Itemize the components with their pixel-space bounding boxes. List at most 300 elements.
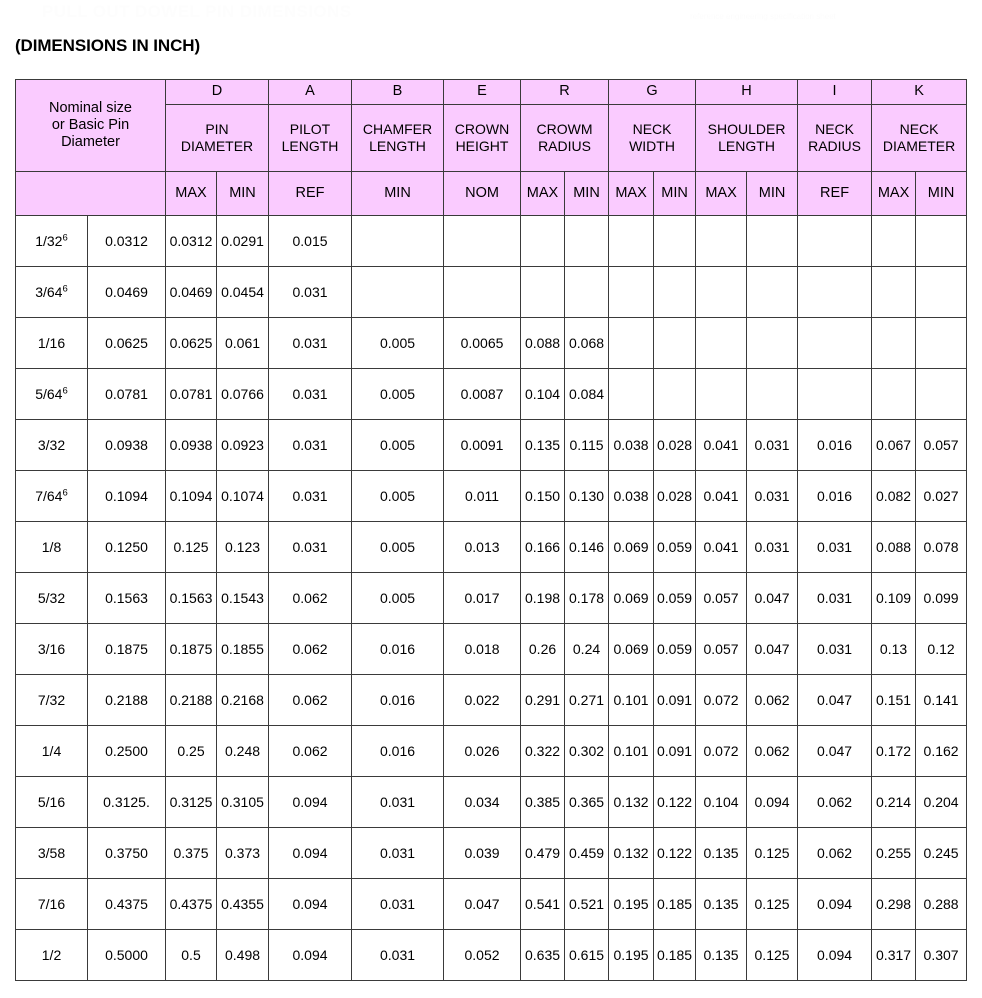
cell-h-max: 0.072 [696, 675, 747, 726]
cell-a-ref: 0.031 [269, 369, 352, 420]
table-row [16, 471, 967, 522]
cell-k-max: 0.298 [872, 879, 916, 930]
cell-g-max: 0.069 [609, 624, 654, 675]
cell-a-ref: 0.094 [269, 777, 352, 828]
table-row [16, 726, 967, 777]
cell-r-min: 0.24 [565, 624, 609, 675]
cell-b-min [352, 216, 444, 267]
cell-g-min: 0.091 [654, 675, 696, 726]
cell-e-nom: 0.0091 [444, 420, 521, 471]
cell-g-min: 0.185 [654, 879, 696, 930]
cell-k-max: 0.13 [872, 624, 916, 675]
header-nominal-line2: or Basic Pin [51, 116, 130, 133]
cell-e-nom: 0.011 [444, 471, 521, 522]
cell-h-max: 0.135 [696, 930, 747, 981]
header-qualifier-0: MAX [166, 172, 217, 216]
cell-g-max: 0.195 [609, 930, 654, 981]
artifact-ghost-subtext: reference engineering specification sheet [690, 12, 836, 21]
top-scan-artifact [0, 0, 982, 28]
cell-g-min: 0.028 [654, 420, 696, 471]
header-name-r [521, 105, 609, 172]
header-qualifier-5: MAX [521, 172, 565, 216]
header-name-line2: LENGTH [718, 138, 775, 154]
cell-basic-diameter: 0.0625 [88, 318, 166, 369]
cell-k-min [916, 369, 967, 420]
cell-k-min: 0.078 [916, 522, 967, 573]
cell-g-max [609, 267, 654, 318]
cell-nominal-size: 3/32 [16, 420, 88, 471]
cell-r-min: 0.302 [565, 726, 609, 777]
cell-e-nom [444, 216, 521, 267]
cell-d-min: 0.0923 [217, 420, 269, 471]
cell-d-min: 0.4355 [217, 879, 269, 930]
cell-d-max: 0.375 [166, 828, 217, 879]
cell-g-max: 0.038 [609, 471, 654, 522]
cell-i-ref [798, 318, 872, 369]
cell-d-max: 0.0781 [166, 369, 217, 420]
cell-k-min: 0.288 [916, 879, 967, 930]
cell-d-max: 0.0938 [166, 420, 217, 471]
cell-basic-diameter: 0.2188 [88, 675, 166, 726]
cell-basic-diameter: 0.1563 [88, 573, 166, 624]
cell-nominal-size: 7/64$^6$ [16, 471, 88, 522]
header-qualifier-13: MIN [916, 172, 967, 216]
cell-e-nom: 0.017 [444, 573, 521, 624]
cell-e-nom: 0.022 [444, 675, 521, 726]
cell-e-nom: 0.013 [444, 522, 521, 573]
cell-r-min [565, 267, 609, 318]
cell-h-max: 0.041 [696, 522, 747, 573]
cell-h-max [696, 318, 747, 369]
cell-d-min: 0.373 [217, 828, 269, 879]
cell-r-min: 0.146 [565, 522, 609, 573]
cell-b-min: 0.016 [352, 675, 444, 726]
cell-d-min: 0.498 [217, 930, 269, 981]
header-letter-a: A [269, 80, 352, 105]
cell-r-max [521, 216, 565, 267]
cell-k-max: 0.082 [872, 471, 916, 522]
cell-a-ref: 0.031 [269, 420, 352, 471]
header-name-line1: CHAMFER [362, 121, 433, 138]
cell-g-max: 0.101 [609, 726, 654, 777]
cell-b-min: 0.005 [352, 471, 444, 522]
cell-d-max: 0.0469 [166, 267, 217, 318]
cell-i-ref: 0.016 [798, 471, 872, 522]
cell-nominal-size: 3/64$^6$ [16, 267, 88, 318]
cell-k-max: 0.317 [872, 930, 916, 981]
header-name-line1: CROWN [454, 121, 510, 138]
cell-h-min: 0.125 [747, 930, 798, 981]
cell-r-min [565, 216, 609, 267]
cell-g-min: 0.059 [654, 522, 696, 573]
header-letter-i: I [798, 80, 872, 105]
cell-k-max: 0.255 [872, 828, 916, 879]
cell-k-max [872, 369, 916, 420]
cell-h-min: 0.031 [747, 471, 798, 522]
cell-a-ref: 0.094 [269, 879, 352, 930]
cell-i-ref: 0.094 [798, 930, 872, 981]
cell-a-ref: 0.062 [269, 624, 352, 675]
cell-a-ref: 0.062 [269, 573, 352, 624]
cell-r-min: 0.365 [565, 777, 609, 828]
cell-h-min [747, 267, 798, 318]
header-qualifier-12: MAX [872, 172, 916, 216]
cell-g-min: 0.059 [654, 624, 696, 675]
cell-g-min [654, 216, 696, 267]
header-name-line2: DIAMETER [180, 138, 254, 154]
cell-basic-diameter: 0.2500 [88, 726, 166, 777]
cell-i-ref: 0.062 [798, 828, 872, 879]
header-qualifier-2: REF [269, 172, 352, 216]
cell-k-max: 0.172 [872, 726, 916, 777]
cell-nominal-size: 3/16 [16, 624, 88, 675]
cell-d-max: 0.1094 [166, 471, 217, 522]
cell-r-max: 0.635 [521, 930, 565, 981]
cell-a-ref: 0.031 [269, 318, 352, 369]
cell-k-max: 0.088 [872, 522, 916, 573]
cell-d-max: 0.1875 [166, 624, 217, 675]
cell-h-min: 0.062 [747, 675, 798, 726]
cell-k-min [916, 267, 967, 318]
table-row [16, 522, 967, 573]
cell-e-nom: 0.018 [444, 624, 521, 675]
cell-d-min: 0.248 [217, 726, 269, 777]
cell-d-min: 0.1074 [217, 471, 269, 522]
cell-h-min: 0.094 [747, 777, 798, 828]
cell-r-max: 0.26 [521, 624, 565, 675]
cell-d-min: 0.0766 [217, 369, 269, 420]
cell-h-max: 0.041 [696, 420, 747, 471]
cell-r-min: 0.615 [565, 930, 609, 981]
cell-k-max: 0.067 [872, 420, 916, 471]
cell-g-min: 0.185 [654, 930, 696, 981]
header-qualifier-3: MIN [352, 172, 444, 216]
cell-r-max: 0.166 [521, 522, 565, 573]
cell-h-max: 0.041 [696, 471, 747, 522]
cell-k-max: 0.109 [872, 573, 916, 624]
cell-r-min: 0.459 [565, 828, 609, 879]
cell-k-min: 0.162 [916, 726, 967, 777]
cell-k-min: 0.141 [916, 675, 967, 726]
cell-i-ref: 0.031 [798, 522, 872, 573]
header-name-line1: SHOULDER [707, 121, 786, 138]
header-name-line2: RADIUS [808, 138, 861, 154]
cell-basic-diameter: 0.5000 [88, 930, 166, 981]
cell-r-min: 0.130 [565, 471, 609, 522]
cell-nominal-size: 1/8 [16, 522, 88, 573]
cell-h-min: 0.125 [747, 828, 798, 879]
cell-k-max [872, 216, 916, 267]
cell-k-min: 0.307 [916, 930, 967, 981]
cell-h-max: 0.072 [696, 726, 747, 777]
cell-i-ref: 0.047 [798, 726, 872, 777]
header-qualifier-blank [16, 172, 166, 216]
header-letter-e: E [444, 80, 521, 105]
cell-r-max: 0.541 [521, 879, 565, 930]
header-name-line1: NECK [815, 121, 854, 138]
header-name-line2: WIDTH [629, 138, 675, 154]
header-name-g [609, 105, 696, 172]
cell-g-min [654, 369, 696, 420]
cell-a-ref: 0.031 [269, 267, 352, 318]
cell-d-max: 0.2188 [166, 675, 217, 726]
footnote-marker: 6 [62, 487, 68, 499]
cell-nominal-size: 1/16 [16, 318, 88, 369]
cell-a-ref: 0.015 [269, 216, 352, 267]
table-row [16, 930, 967, 981]
cell-a-ref: 0.031 [269, 471, 352, 522]
header-letter-k: K [872, 80, 967, 105]
header-qualifier-7: MAX [609, 172, 654, 216]
cell-r-max: 0.479 [521, 828, 565, 879]
table-row [16, 267, 967, 318]
cell-g-min: 0.059 [654, 573, 696, 624]
cell-k-min [916, 318, 967, 369]
cell-g-max: 0.069 [609, 522, 654, 573]
table-row [16, 624, 967, 675]
header-letter-r: R [521, 80, 609, 105]
cell-b-min: 0.031 [352, 930, 444, 981]
cell-h-min [747, 216, 798, 267]
cell-b-min: 0.016 [352, 624, 444, 675]
header-qualifier-6: MIN [565, 172, 609, 216]
cell-k-min: 0.099 [916, 573, 967, 624]
cell-a-ref: 0.062 [269, 726, 352, 777]
cell-g-max: 0.069 [609, 573, 654, 624]
cell-r-max: 0.135 [521, 420, 565, 471]
cell-h-max [696, 216, 747, 267]
header-name-line1: CROWM [536, 121, 593, 138]
cell-h-min: 0.062 [747, 726, 798, 777]
cell-basic-diameter: 0.1250 [88, 522, 166, 573]
cell-g-max [609, 216, 654, 267]
cell-nominal-size: 5/32 [16, 573, 88, 624]
cell-g-max: 0.132 [609, 828, 654, 879]
cell-h-max: 0.135 [696, 879, 747, 930]
cell-basic-diameter: 0.1875 [88, 624, 166, 675]
cell-r-min: 0.068 [565, 318, 609, 369]
cell-k-min: 0.027 [916, 471, 967, 522]
cell-h-min: 0.125 [747, 879, 798, 930]
header-name-h [696, 105, 798, 172]
cell-nominal-size: 1/32$^6$ [16, 216, 88, 267]
cell-b-min: 0.005 [352, 318, 444, 369]
cell-e-nom: 0.052 [444, 930, 521, 981]
cell-g-max: 0.132 [609, 777, 654, 828]
cell-h-min: 0.031 [747, 420, 798, 471]
header-nominal-size [16, 80, 166, 172]
cell-h-min: 0.031 [747, 522, 798, 573]
cell-d-max: 0.3125 [166, 777, 217, 828]
header-name-d [166, 105, 269, 172]
cell-h-min [747, 318, 798, 369]
cell-k-min: 0.245 [916, 828, 967, 879]
cell-k-min: 0.12 [916, 624, 967, 675]
cell-d-min: 0.3105 [217, 777, 269, 828]
cell-basic-diameter: 0.0938 [88, 420, 166, 471]
cell-e-nom: 0.026 [444, 726, 521, 777]
cell-i-ref: 0.016 [798, 420, 872, 471]
cell-b-min: 0.005 [352, 522, 444, 573]
cell-b-min [352, 267, 444, 318]
header-letter-g: G [609, 80, 696, 105]
cell-k-max [872, 318, 916, 369]
cell-g-min: 0.122 [654, 777, 696, 828]
cell-a-ref: 0.094 [269, 828, 352, 879]
cell-b-min: 0.031 [352, 879, 444, 930]
cell-basic-diameter: 0.0469 [88, 267, 166, 318]
cell-nominal-size: 5/64$^6$ [16, 369, 88, 420]
cell-nominal-size: 3/58 [16, 828, 88, 879]
table-row [16, 420, 967, 471]
cell-h-max [696, 369, 747, 420]
cell-i-ref: 0.047 [798, 675, 872, 726]
cell-r-max: 0.385 [521, 777, 565, 828]
cell-b-min: 0.005 [352, 369, 444, 420]
cell-nominal-size: 1/4 [16, 726, 88, 777]
header-name-line1: PIN [205, 121, 229, 138]
cell-r-max: 0.198 [521, 573, 565, 624]
cell-d-max: 0.5 [166, 930, 217, 981]
cell-nominal-size: 1/2 [16, 930, 88, 981]
header-qualifier-8: MIN [654, 172, 696, 216]
table-row [16, 879, 967, 930]
cell-basic-diameter: 0.0312 [88, 216, 166, 267]
cell-h-min: 0.047 [747, 624, 798, 675]
header-letter-row [16, 80, 967, 105]
dowel-pin-dimensions-table [15, 79, 967, 981]
cell-k-max: 0.214 [872, 777, 916, 828]
cell-r-max: 0.291 [521, 675, 565, 726]
header-nominal-line3: Diameter [61, 134, 120, 151]
cell-d-min: 0.123 [217, 522, 269, 573]
cell-k-min [916, 216, 967, 267]
cell-d-min: 0.2168 [217, 675, 269, 726]
cell-e-nom: 0.0087 [444, 369, 521, 420]
table-row [16, 675, 967, 726]
cell-nominal-size: 7/16 [16, 879, 88, 930]
cell-h-max: 0.135 [696, 828, 747, 879]
table-row [16, 573, 967, 624]
cell-k-max: 0.151 [872, 675, 916, 726]
header-qualifier-1: MIN [217, 172, 269, 216]
header-letter-h: H [696, 80, 798, 105]
cell-r-min: 0.084 [565, 369, 609, 420]
cell-e-nom: 0.039 [444, 828, 521, 879]
cell-h-max: 0.057 [696, 573, 747, 624]
cell-r-max: 0.088 [521, 318, 565, 369]
cell-d-min: 0.1543 [217, 573, 269, 624]
header-name-a [269, 105, 352, 172]
header-qualifier-row [16, 172, 967, 216]
cell-h-max: 0.104 [696, 777, 747, 828]
cell-nominal-size: 5/16 [16, 777, 88, 828]
cell-a-ref: 0.031 [269, 522, 352, 573]
header-name-line2: HEIGHT [455, 138, 509, 154]
cell-b-min: 0.031 [352, 828, 444, 879]
cell-r-max: 0.104 [521, 369, 565, 420]
cell-r-min: 0.178 [565, 573, 609, 624]
cell-d-min: 0.1855 [217, 624, 269, 675]
cell-h-max: 0.057 [696, 624, 747, 675]
cell-i-ref: 0.031 [798, 624, 872, 675]
cell-d-max: 0.25 [166, 726, 217, 777]
cell-i-ref [798, 267, 872, 318]
header-qualifier-11: REF [798, 172, 872, 216]
cell-basic-diameter: 0.3125. [88, 777, 166, 828]
footnote-marker: 6 [62, 232, 68, 244]
cell-b-min: 0.031 [352, 777, 444, 828]
header-name-line2: LENGTH [281, 138, 339, 154]
cell-i-ref [798, 216, 872, 267]
cell-i-ref [798, 369, 872, 420]
header-letter-b: B [352, 80, 444, 105]
page-title: (DIMENSIONS IN INCH) [15, 36, 201, 55]
cell-basic-diameter: 0.1094 [88, 471, 166, 522]
header-name-b [352, 105, 444, 172]
cell-r-max: 0.322 [521, 726, 565, 777]
cell-b-min: 0.005 [352, 573, 444, 624]
cell-b-min: 0.005 [352, 420, 444, 471]
header-letter-d: D [166, 80, 269, 105]
header-qualifier-9: MAX [696, 172, 747, 216]
header-name-line2: DIAMETER [882, 138, 956, 154]
cell-i-ref: 0.062 [798, 777, 872, 828]
cell-d-max: 0.125 [166, 522, 217, 573]
header-name-e [444, 105, 521, 172]
cell-d-max: 0.1563 [166, 573, 217, 624]
header-qualifier-10: MIN [747, 172, 798, 216]
cell-e-nom: 0.034 [444, 777, 521, 828]
cell-g-min: 0.122 [654, 828, 696, 879]
cell-a-ref: 0.062 [269, 675, 352, 726]
header-name-line2: RADIUS [538, 138, 591, 154]
header-qualifier-4: NOM [444, 172, 521, 216]
cell-d-max: 0.0312 [166, 216, 217, 267]
table-row [16, 828, 967, 879]
header-nominal-line1: Nominal size [49, 99, 132, 116]
cell-e-nom: 0.0065 [444, 318, 521, 369]
cell-k-min: 0.057 [916, 420, 967, 471]
table-row [16, 777, 967, 828]
cell-r-max: 0.150 [521, 471, 565, 522]
footnote-marker: 6 [62, 385, 68, 397]
table-row [16, 318, 967, 369]
cell-basic-diameter: 0.3750 [88, 828, 166, 879]
cell-d-max: 0.0625 [166, 318, 217, 369]
footnote-marker: 6 [62, 283, 68, 295]
cell-d-max: 0.4375 [166, 879, 217, 930]
cell-basic-diameter: 0.4375 [88, 879, 166, 930]
header-name-line1: NECK [632, 121, 672, 138]
cell-k-max [872, 267, 916, 318]
cell-r-max [521, 267, 565, 318]
header-name-i [798, 105, 872, 172]
header-name-line1: NECK [899, 121, 939, 138]
cell-g-min [654, 267, 696, 318]
cell-nominal-size: 7/32 [16, 675, 88, 726]
artifact-ghost-text: PULL OUT DOWEL PIN DIMENSIONS [42, 2, 352, 21]
cell-a-ref: 0.094 [269, 930, 352, 981]
cell-d-min: 0.0291 [217, 216, 269, 267]
cell-basic-diameter: 0.0781 [88, 369, 166, 420]
cell-g-min: 0.028 [654, 471, 696, 522]
spec-table-container [15, 79, 967, 981]
cell-r-min: 0.115 [565, 420, 609, 471]
table-row [16, 369, 967, 420]
cell-k-min: 0.204 [916, 777, 967, 828]
cell-g-max: 0.038 [609, 420, 654, 471]
